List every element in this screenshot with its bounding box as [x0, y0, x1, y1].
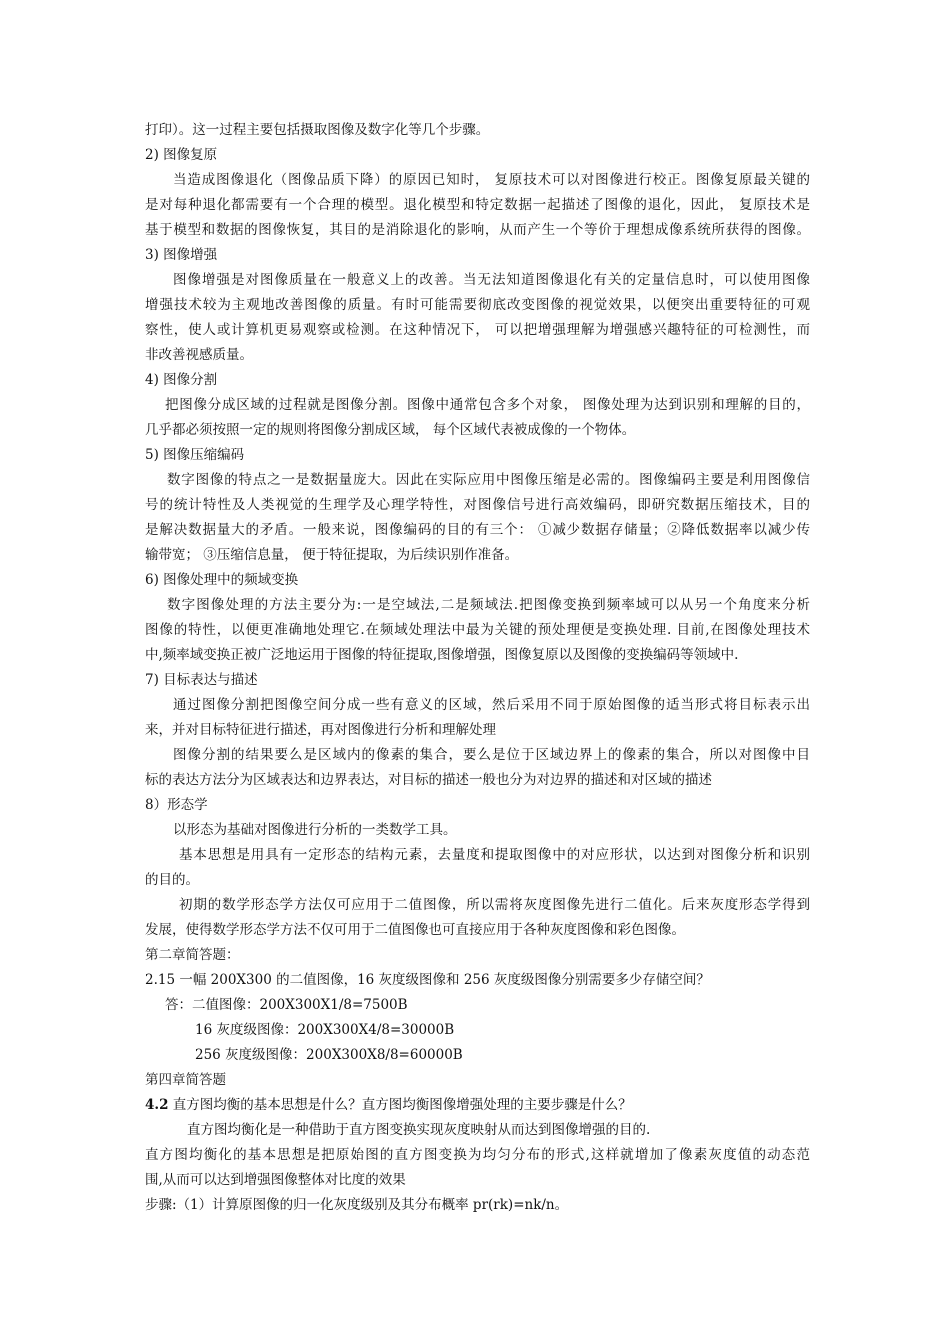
text-line: 中,频率域变换正被广泛地运用于图像的特征提取,图像增强，图像复原以及图像的变换编码等领域中. — [145, 647, 739, 663]
text-line: 数字图像处理的方法主要分为:一是空域法,二是频域法.把图像变换到频率域可以从另一个角度来分析 — [167, 597, 810, 613]
text-line: 增强技术较为主观地改善图像的质量。有时可能需要彻底改变图像的视觉效果，以便突出重要特征的可观 — [145, 297, 810, 313]
text-line: 打印）。这一过程主要包括摄取图像及数字化等几个步骤。 — [145, 122, 490, 138]
text-line: 的目的。 — [145, 872, 199, 888]
text-line: 数字图像的特点之一是数据量庞大。因此在实际应用中图像压缩是必需的。图像编码主要是利用图像信 — [167, 472, 810, 488]
section-heading: 7) 目标表达与描述 — [145, 672, 258, 688]
text-line: 直方图均衡化是一种借助于直方图变换实现灰度映射从而达到图像增强的目的. — [187, 1122, 651, 1138]
text-line: 号的统计特性及人类视觉的生理学及心理学特性，对图像信号进行高效编码，即研究数据压缩技术，目的 — [145, 497, 810, 513]
section-heading: 3) 图像增强 — [145, 247, 218, 263]
text-line: 直方图均衡化的基本思想是把原始图的直方图变换为均匀分布的形式,这样就增加了像素灰度值的动态范 — [145, 1147, 810, 1163]
text-line: 围,从而可以达到增强图像整体对比度的效果 — [145, 1172, 406, 1188]
section-heading: 8）形态学 — [145, 797, 208, 813]
text-line: 图像的特性，以便更准确地处理它.在频域处理法中最为关键的预处理便是变换处理. 目前,在图像处理技术 — [145, 622, 810, 638]
text-line: 是对每种退化都需要有一个合理的模型。退化模型和特定数据一起描述了图像的退化，因此， 复原技术是 — [145, 197, 810, 213]
answer-line: 16 灰度级图像：200X300X4/8=30000B — [195, 1022, 455, 1038]
text-line: 当造成图像退化（图像品质下降）的原因已知时， 复原技术可以对图像进行校正。图像复原最关键的 — [173, 172, 810, 188]
question-line — [145, 1092, 810, 1118]
text-line: 标的表达方法分为区域表达和边界表达，对目标的描述一般也分为对边界的描述和对区域的描述 — [145, 772, 712, 788]
question-number: 4.2 — [145, 1097, 169, 1113]
text-line: 步骤:（1）计算原图像的归一化灰度级别及其分布概率 pr(rk)=nk/n。 — [145, 1197, 569, 1213]
text-line: 基于模型和数据的图像恢复，其目的是消除退化的影响，从而产生一个等价于理想成像系统所获得的图像。 — [145, 222, 810, 238]
text-line: 来，并对目标特征进行描述，再对图像进行分析和理解处理 — [145, 722, 496, 738]
text-line: 非改善视感质量。 — [145, 347, 253, 363]
text-line: 输带宽； ③压缩信息量， 便于特征提取，为后续识别作准备。 — [145, 547, 519, 563]
text-line: 以形态为基础对图像进行分析的一类数学工具。 — [173, 822, 457, 838]
text-line: 图像分割的结果要么是区域内的像素的集合，要么是位于区域边界上的像素的集合，所以对图像中目 — [173, 747, 810, 763]
text-line: 通过图像分割把图像空间分成一些有意义的区域，然后采用不同于原始图像的适当形式将目标表示出 — [173, 697, 810, 713]
question-line: 2.15 一幅 200X300 的二值图像，16 灰度级图像和 256 灰度级图像分别需要多少存储空间？ — [145, 972, 710, 988]
text-line: 把图像分成区域的过程就是图像分割。图像中通常包含多个对象， 图像处理为达到识别和理解的目的， — [165, 397, 810, 413]
section-heading: 4) 图像分割 — [145, 372, 218, 388]
text-line: 初期的数学形态学方法仅可应用于二值图像，所以需将灰度图像先进行二值化。后来灰度形态学得到 — [179, 897, 810, 913]
question-text: 直方图均衡的基本思想是什么？直方图均衡图像增强处理的主要步骤是什么？ — [172, 1097, 632, 1113]
text-line: 几乎都必须按照一定的规则将图像分割成区域， 每个区域代表被成像的一个物体。 — [145, 422, 636, 438]
section-heading: 2) 图像复原 — [145, 147, 218, 163]
answer-line: 答：二值图像：200X300X1/8=7500B — [165, 997, 408, 1013]
answer-line: 256 灰度级图像：200X300X8/8=60000B — [195, 1047, 463, 1063]
text-line: 发展，使得数学形态学方法不仅可用于二值图像也可直接应用于各种灰度图像和彩色图像。 — [145, 922, 685, 938]
text-line: 察性，使人或计算机更易观察或检测。在这种情况下， 可以把增强理解为增强感兴趣特征的可检测性，而 — [145, 322, 810, 338]
section-heading: 5) 图像压缩编码 — [145, 447, 245, 463]
section-heading: 6) 图像处理中的频域变换 — [145, 572, 299, 588]
chapter-heading: 第二章简答题： — [145, 947, 240, 963]
text-line: 基本思想是用具有一定形态的结构元素，去量度和提取图像中的对应形状，以达到对图像分析和识别 — [179, 847, 810, 863]
text-line: 是解决数据量大的矛盾。一般来说，图像编码的目的有三个： ①减少数据存储量；②降低数据率以减少传 — [145, 522, 810, 538]
chapter-heading: 第四章简答题 — [145, 1072, 226, 1088]
text-line: 图像增强是对图像质量在一般意义上的改善。当无法知道图像退化有关的定量信息时，可以使用图像 — [173, 272, 810, 288]
